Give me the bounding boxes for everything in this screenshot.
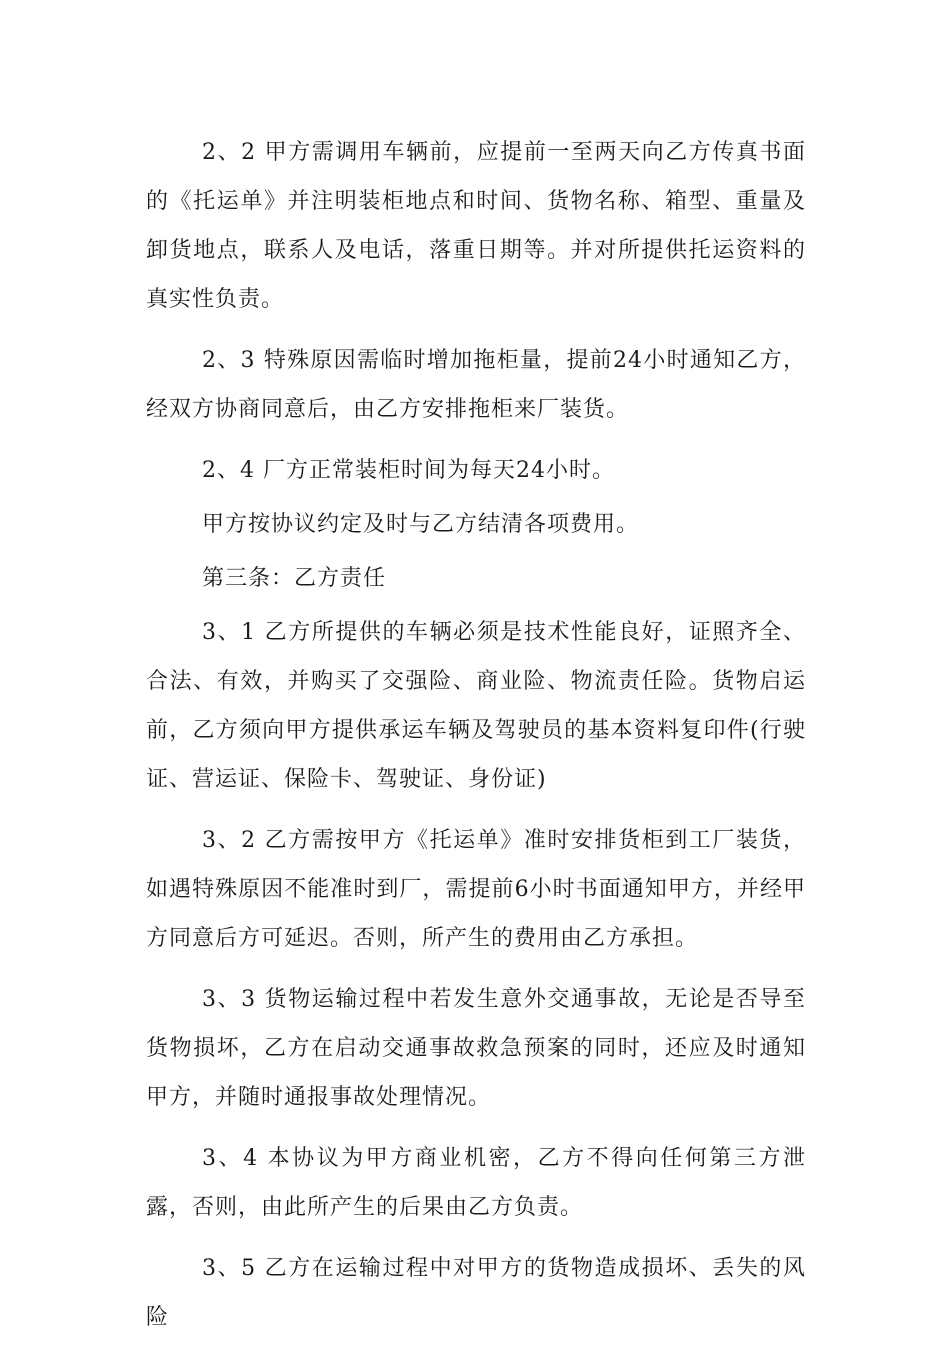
paragraph-3-1: 3、1 乙方所提供的车辆必须是技术性能良好，证照齐全、合法、有效，并购买了交强险、商业险、物流责任险。货物启运前，乙方须向甲方提供承运车辆及驾驶员的基本资料复印件(行驶证、营运证、保险卡、驾驶证、身份证) <box>146 620 806 792</box>
paragraph-2-2: 2、2 甲方需调用车辆前，应提前一至两天向乙方传真书面的《托运单》并注明装柜地点和时间、货物名称、箱型、重量及卸货地点，联系人及电话，落重日期等。并对所提供托运资料的真实性负责。 <box>146 140 806 312</box>
paragraph-2-4: 2、4 厂方正常装柜时间为每天24小时。 <box>202 458 615 483</box>
paragraph-payment: 甲方按协议约定及时与乙方结清各项费用。 <box>202 512 640 537</box>
document-body <box>146 128 806 1354</box>
paragraph-3-4: 3、4 本协议为甲方商业机密，乙方不得向任何第三方泄露，否则，由此所产生的后果由乙方负责。 <box>146 1146 806 1220</box>
paragraph-3-2: 3、2 乙方需按甲方《托运单》准时安排货柜到工厂装货，如遇特殊原因不能准时到厂，需提前6小时书面通知甲方，并经甲方同意后方可延迟。否则，所产生的费用由乙方承担。 <box>146 828 806 951</box>
paragraph-3-3: 3、3 货物运输过程中若发生意外交通事故，无论是否导至货物损坏，乙方在启动交通事故救急预案的同时，还应及时通知甲方，并随时通报事故处理情况。 <box>146 987 806 1110</box>
paragraph-3-5: 3、5 乙方在运输过程中对甲方的货物造成损坏、丢失的风险 <box>146 1256 806 1330</box>
paragraph-2-3: 2、3 特殊原因需临时增加拖柜量，提前24小时通知乙方，经双方协商同意后，由乙方安排拖柜来厂装货。 <box>146 348 806 422</box>
section-heading-article-3: 第三条：乙方责任 <box>202 566 387 591</box>
